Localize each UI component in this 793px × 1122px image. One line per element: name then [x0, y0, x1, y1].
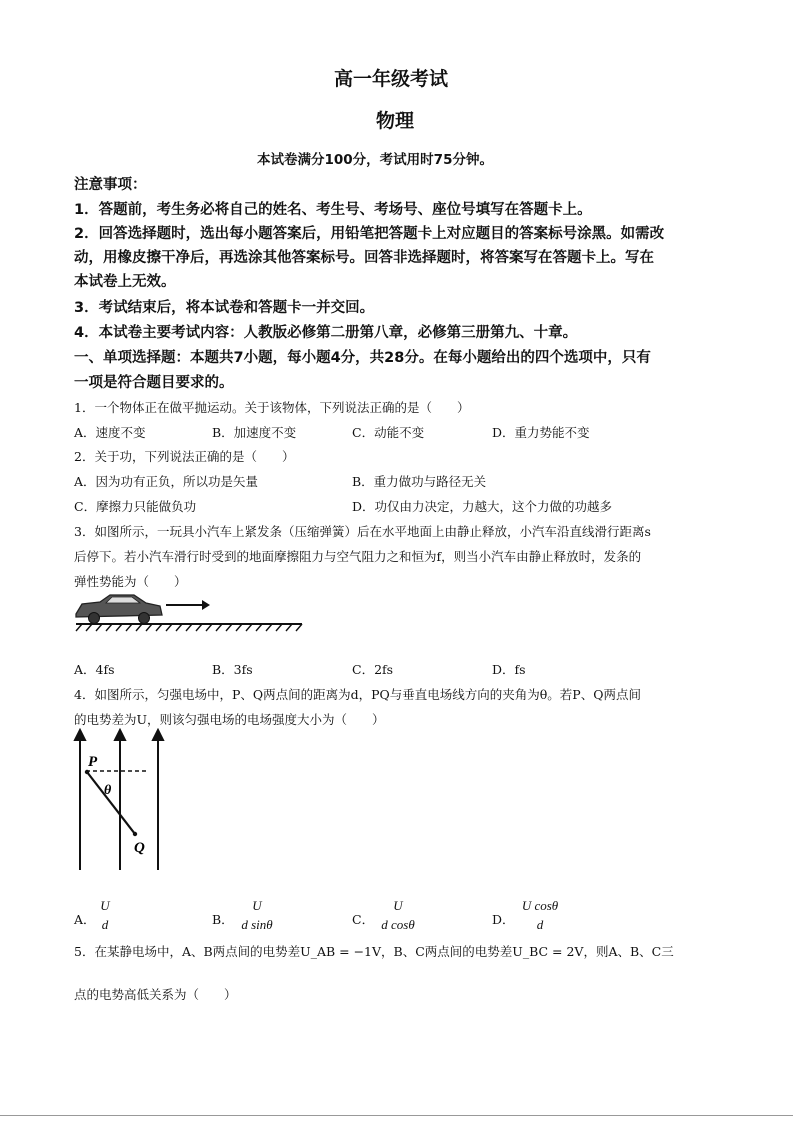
question-5-stem: 5．在某静电场中，A、B两点间的电势差U_AB = −1V，B、C两点间的电势差U_BC = 2V，则A、B、C三: [74, 944, 674, 959]
point-q-label: Q: [134, 840, 145, 856]
question-2-stem: 2．关于功，下列说法正确的是（ ）: [74, 449, 295, 464]
arrow-right-icon: [166, 600, 210, 610]
q3-option-a: A．4fs: [74, 662, 115, 677]
q3-option-d: D．fs: [492, 662, 526, 677]
q4-option-b-fraction: U d sinθ: [241, 898, 273, 932]
exam-info: 本试卷满分100分，考试用时75分钟。: [257, 152, 493, 168]
section-heading: 一、单项选择题：本题共7小题，每小题4分，共28分。在每小题给出的四个选项中，只有: [74, 350, 651, 366]
question-5-stem: 点的电势高低关系为（ ）: [74, 987, 237, 1002]
notice-heading: 注意事项：: [74, 177, 147, 193]
q2-option-d: D．功仅由力决定，力越大，这个力做的功越多: [352, 499, 613, 514]
notice-item: 3．考试结束后，将本试卷和答题卡一并交回。: [74, 300, 375, 316]
notice-item: 1．答题前，考生务必将自己的姓名、考生号、考场号、座位号填写在答题卡上。: [74, 202, 592, 218]
exam-subject: 物理: [376, 110, 415, 132]
question-3-stem: 后停下。若小汽车滑行时受到的地面摩擦阻力与空气阻力之和恒为f，则当小汽车由静止释放时，发条的: [74, 549, 642, 564]
q2-option-c: C．摩擦力只能做负功: [74, 499, 197, 514]
notice-item: 动，用橡皮擦干净后，再选涂其他答案标号。回答非选择题时，将答案写在答题卡上。写在: [74, 250, 654, 266]
question-3-stem: 3．如图所示，一玩具小汽车上紧发条（压缩弹簧）后在水平地面上由静止释放，小汽车沿直线滑行距离s: [74, 524, 651, 539]
question-4-stem: 4．如图所示，匀强电场中，P、Q两点间的距离为d，PQ与垂直电场线方向的夹角为θ。若P、Q两点间: [74, 687, 641, 702]
q1-option-b: B．加速度不变: [212, 425, 297, 440]
page-bottom-rule: [0, 1115, 793, 1116]
q3-option-b: B．3fs: [212, 662, 253, 677]
exam-title: 高一年级考试: [334, 68, 449, 90]
point-p-label: P: [88, 754, 98, 770]
q4-option-c-fraction: U d cosθ: [381, 898, 415, 932]
notice-item: 本试卷上无效。: [74, 274, 176, 290]
notice-item: 2．回答选择题时，选出每小题答案后，用铅笔把答题卡上对应题目的答案标号涂黑。如需改: [74, 226, 665, 242]
toy-car-icon: [76, 595, 162, 624]
q4-option-d-label: D．: [492, 912, 515, 927]
q3-option-c: C．2fs: [352, 662, 394, 677]
q2-option-b: B．重力做功与路径无关: [352, 474, 487, 489]
q2-option-a: A．因为功有正负，所以功是矢量: [74, 474, 259, 489]
question-3-stem: 弹性势能为（ ）: [74, 574, 187, 589]
q1-option-a: A．速度不变: [74, 425, 146, 440]
question-1-stem: 1．一个物体正在做平抛运动。关于该物体，下列说法正确的是（ ）: [74, 400, 470, 415]
q1-option-d: D．重力势能不变: [492, 425, 590, 440]
q1-option-c: C．动能不变: [352, 425, 425, 440]
toy-car-figure: [72, 590, 308, 632]
angle-theta-label: θ: [104, 783, 112, 798]
question-4-stem: 的电势差为U，则该匀强电场的电场强度大小为（ ）: [74, 712, 385, 727]
section-heading: 一项是符合题目要求的。: [74, 375, 234, 391]
q4-option-d-fraction: U cosθ d: [521, 898, 559, 932]
notice-item: 4．本试卷主要考试内容：人教版必修第二册第八章，必修第三册第九、十章。: [74, 325, 578, 341]
q4-option-a-label: A．: [74, 912, 96, 927]
electric-field-figure: [70, 728, 170, 874]
q4-option-c-label: C．: [352, 912, 375, 927]
q4-option-a-fraction: U d: [100, 898, 110, 932]
q4-option-b-label: B．: [212, 912, 234, 927]
